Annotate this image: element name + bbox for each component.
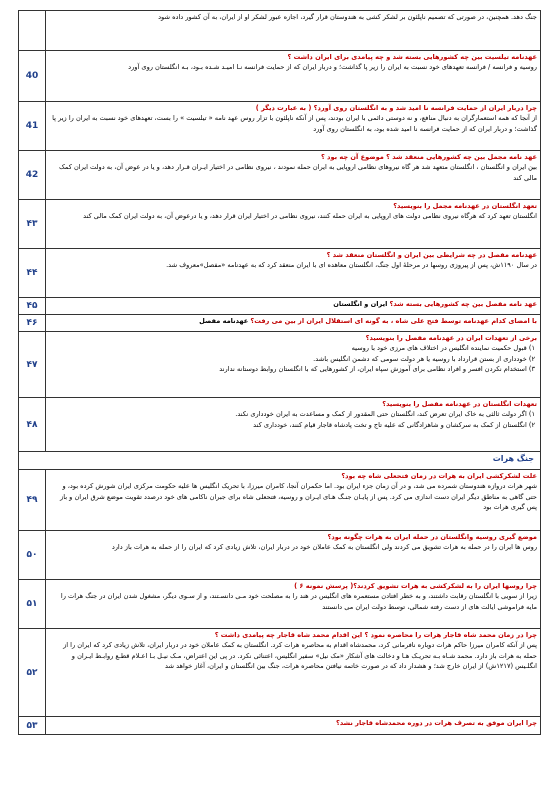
question-text: علت لشکرکشی ایران به هرات در زمان فتحعلی شاه چه بود؟ [341,472,537,480]
qa-cell [46,151,541,200]
answer-text: انگلستان تعهد کرد که هرگاه نیروی نظامی دولت های اروپایی به ایران حمله کنند، نیروی نظامی در اختیار ایران قرار دهد، و یا درعوض آن، به دولت ایران کمک مالی کند [83,212,537,221]
qa-cell [46,580,541,629]
section-title: جنگ هرات [19,452,541,470]
table-row [19,470,541,531]
row-number [19,11,46,51]
question-text: چرا دربار ایران از حمایت فرانسه نا امید شد و به انگلستان روی آورد؟ ( به عبارت دیگر ) [255,104,537,112]
answer-text: عهدنامه مفصل [199,317,249,325]
row-number: 40 [19,51,46,102]
qa-cell [46,332,541,398]
table-row [19,717,541,735]
answer-text: بین ایران و انگلستان ، انگلستان متعهد شد هر گاه نیروهای نظامی اروپایی به ایران حمله نمودند ، نیروی نظامی در اختیار ایـران قـرار دهد، و یا در عوض آن، به دولت ایران کمک مالی کند [59,163,537,182]
qa-cell [46,249,541,298]
question-text: تعهد انگلستان در عهدنامه مجمل را بنویسید؟ [393,202,537,210]
question-text: موضع گیری روسیه وانگلستان در حمله ایران به هرات چگونه بود؟ [327,533,537,541]
answer-text: ایران و انگلستان [333,300,388,308]
list-item: ۲) انگلستان از کمک به سرکشان و شاهزادگانی که علیه تاج و تخت پادشاه قاجار قیام کنند، خودداری کند [253,420,535,429]
row-number: ۵۰ [19,531,46,580]
table-row [19,249,541,298]
qa-cell [46,315,541,332]
table-row [19,151,541,200]
question-text: چرا روسها ایران را به لشکرکشی به هرات تشویق کردند؟( پرسش نمونه ۶ ) [294,582,537,590]
table-row [19,315,541,332]
question-text: عهدنامه تیلسیت بین چه کشورهایی بسته شد و چه پیامدی برای ایران داشت ؟ [287,53,537,61]
qa-cell [46,102,541,151]
row-number: ۵۳ [19,717,46,735]
row-number: ۵۱ [19,580,46,629]
qa-table [18,10,541,735]
question-text: چرا ایران موفق به تصرف هرات در دوره محمدشاه قاجار نشد؟ [336,719,537,727]
question-text: برخی از تعهدات ایران در عهدنامه مفصل را بنویسید؟ [365,334,537,342]
qa-table-top [19,11,541,735]
table-row [19,629,541,717]
qa-cell [46,470,541,531]
row-number: 42 [19,151,46,200]
answer-cell [46,11,541,51]
table-row [19,332,541,398]
qa-cell [46,717,541,735]
row-number: ۴۷ [19,332,46,398]
row-number: ۴۴ [19,249,46,298]
qa-sheet [18,10,541,735]
table-row [19,298,541,315]
row-number: ۴۹ [19,470,46,531]
row-number: 41 [19,102,46,151]
table-row [19,200,541,249]
row-number: ۵۲ [19,629,46,717]
table-row [19,531,541,580]
answer-text: پس از آنکه کامران میرزا حاکم هرات دوباره نافرمانی کرد، محمدشاه اقدام به محاصره هرات کرد. انگلستان به کمک عاملان خود در دربار ایران، تلاش زیادی کرد که ایران را از حمله به هرات باز دارد. محمد شـاه بـه تحریـک هـا و دخالت های آشکار «مک نیل» سفیر انگلیس، اعتنائی نکرد. در پی این اعتراض، مـک نیـل بـا اعـلام قطـع روابـط ایـران و انگلـیس (۱۲۱۷ش) از ایران خارج شد؛ و هشدار داد که در صورت خاتمه نیافتن محاصره هرات، جنگ بین انگلستان و ایران، آغاز خواهد شد [63,641,537,671]
qa-cell [46,398,541,452]
row-number: ۴۶ [19,315,46,332]
list-item: ۱) اگر دولت ثالثی به خاک ایران تعرض کند، انگلستان حتی المقدور از کمک و مساعدت به ایران خودداری نکند. [235,410,535,419]
answer-text: از آنجا که همه استعمارگران به دنبال منافع، و نه دوستی دائمی با ایران بودند، پس از آنکه ناپلئون با تزار روس عهد نامه « تیلسیت » را بست، تعهدهای خود نسبت به ایران را زیر پا گذاشت؛ و دربار ایران که از حمایت فرانسه نا امید شده بود، به انگلستان روی آورد [52,114,537,133]
qa-cell [46,629,541,717]
answer-text: زیرا از سویی با انگلستان رقابت داشتند، و به خطر افتادن مستعمره های انگلیس در هند را به مصلحت خود مـی دانسـتند، و از سـوی دیگر، مشغول شدن ایران در جنگ هرات را مایه فراموشی ایالت های از دست رفته شمالی، توسط دولت ایران می دانستند [60,592,537,611]
question-text: تعهدات انگلستان در عهدنامه مفصل را بنویسید؟ [382,400,537,408]
question-text: چرا در زمان محمد شاه قاجار هرات را محاصره نمود ؟ این اقدام محمد شاه قاجار چه پیامدی داشت ؟ [214,631,537,639]
table-row [19,102,541,151]
qa-cell [46,200,541,249]
qa-cell [46,51,541,102]
qa-cell [46,298,541,315]
answer-text: در سال ۱۱۹۰ش، پس از پیروزی روسها در مرحلهٔ اول جنگ، انگلستان معاهده ای با ایران منعقد کرد که به عهدنامه «مفصل»معروف شد. [166,261,537,270]
answer-text: جنگ دهد. همچنین، در صورتی که تصمیم ناپلئون بر لشکر کشی به هندوستان قرار گیرد، اجازه عبور لشکر او از ایران، به آن کشور داده شود [158,13,537,21]
question-text: عهدنامه مفصل در چه شرایطی بین ایران و انگلستان منعقد شد ؟ [326,251,537,259]
question-text: عهد نامه مفصل بین چه کشورهایی بسته شد؟ [389,300,537,308]
table-row [19,398,541,452]
table-row [19,51,541,102]
list-item: ۱) قبول حکمیت نماینده انگلیس در اختلاف های مرزی خود با روسیه [351,344,535,353]
answer-text: روس ها ایران را در حمله به هرات تشویق می کردند ولی انگلستان به کمک عاملان خود در دربار ایران، تلاش زیادی کرد که ایران را از حمله به هرات باز دارد [111,543,537,552]
list-item: ۲) خودداری از بستن قرارداد با روسیه یا هر دولت سومی که دشمن انگلیس باشد. [313,354,535,363]
qa-cell [46,531,541,580]
question-text: عهد نامه مجمل بین چه کشورهایی منعقد شد ؟ موضوع آن چه بود ؟ [320,153,537,161]
list-item: ۳) استخدام نکردن افسر و افراد نظامی برای آموزش سپاه ایران، از کشورهایی که با انگلستان روابط دوستانه ندارند [219,365,535,374]
question-text: با امضای کدام عهدنامه توسط فتح علی شاه ، به گونه ای استقلال ایران از بین می رفت؟ [250,317,537,325]
row-number: ۴۵ [19,298,46,315]
row-number: ۴۳ [19,200,46,249]
table-row [19,11,541,51]
answer-text: شهر هرات دروازه هندوستان شمرده می شد، و در آن زمان جزء ایران بود. اما حکمران آنجا، کامران میرزا، با تحریک انگلیس ها علیه حکومت مرکزی ایران شورش کرده بود، و حتی گاهی به مناطق دیگر ایران دست اندازی می کرد. پس از پایـان جنـگ هـای ایـران و روسیه، فتحعلی شاه برای جبران ناکامی های خود درصدد تقویت موضع شرق ایران و باز پس گیری هرات بود [60,482,537,512]
table-row [19,580,541,629]
row-number: ۴۸ [19,398,46,452]
answer-text: روسیه و فرانسه / فرانسه تعهدهای خود نسبت به ایران را زیر پا گذاشت؛ و دربار ایران که از حمایت فرانسه نـا امیـد شـده بـود، بـه انگلستان روی آورد [128,63,537,72]
section-header-row [19,452,541,470]
